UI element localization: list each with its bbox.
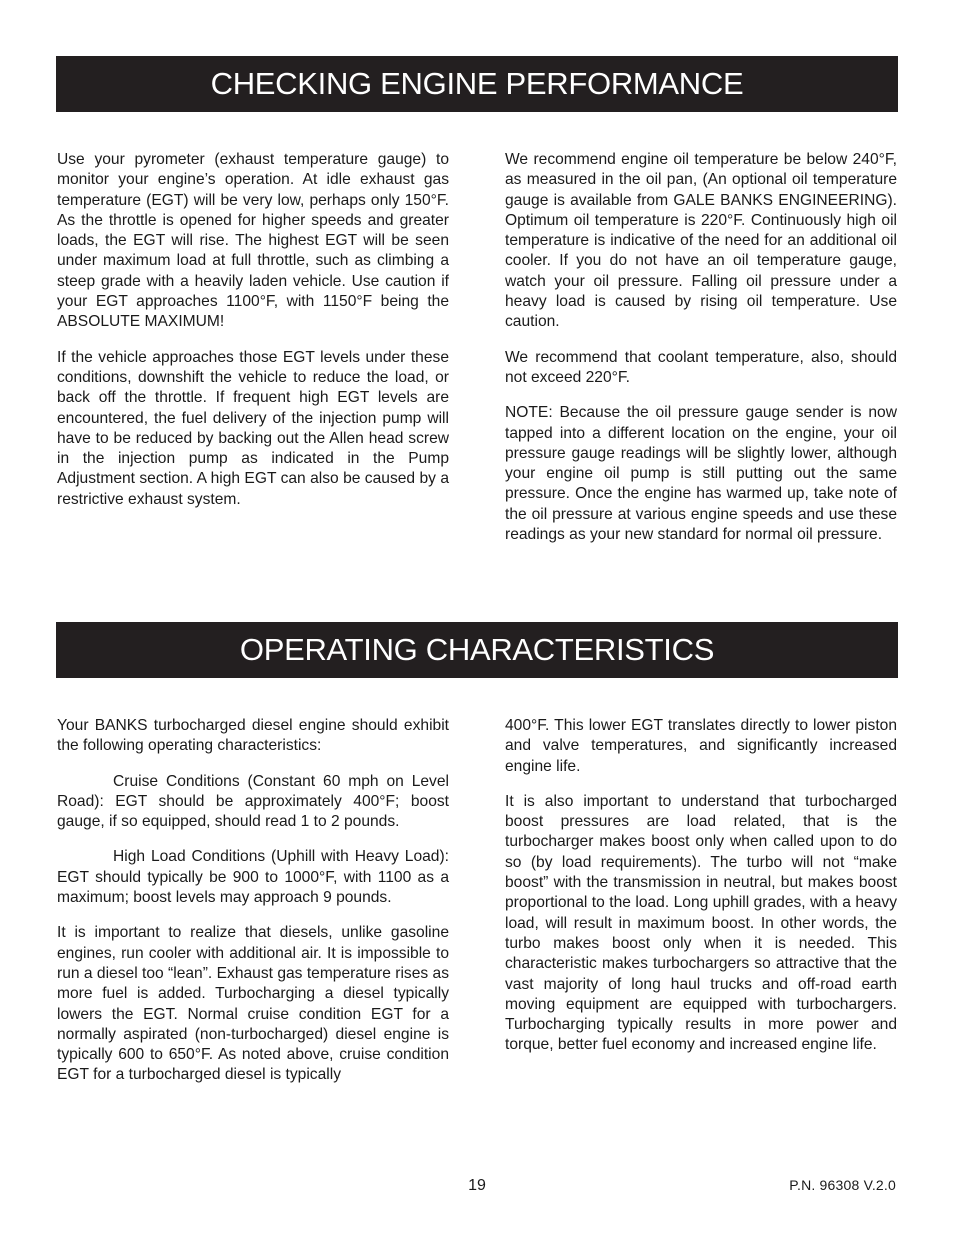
section-heading-engine-performance	[56, 56, 898, 112]
operating-characteristics-right-column	[505, 716, 897, 1071]
paragraph-cruise-conditions: Cruise Conditions (Constant 60 mph on Level Road): EGT should be approximately 400°F; boost gauge, if so equipped, should read 1 to 2 pounds.	[57, 772, 449, 831]
section-title: OPERATING CHARACTERISTICS	[239, 632, 715, 667]
paragraph: Use your pyrometer (exhaust temperature gauge) to monitor your engine’s operation. At idle exhaust gas temperature (EGT) will be very low, perhaps only 150°F. As the throttle is opened for higher speeds and greater loads, the EGT will rise. The highest EGT will be seen under maximum load at full throttle, such as climbing a steep grade with a heavily laden vehicle. Use caution if your EGT approaches 1100°F, with 1150°F being the ABSOLUTE MAXIMUM!	[57, 151, 449, 331]
paragraph: It is important to realize that diesels, unlike gasoline engines, run cooler with additional air. It is impossible to run a diesel too “lean”. Exhaust gas temperature rises as more fuel is added. Turbocharging a diesel typically lowers the EGT. Normal cruise condition EGT for a normally aspirated (non-turbocharged) diesel engine is typically 600 to 650°F. As noted above, cruise condition EGT for a turbocharged diesel is typically	[57, 924, 449, 1084]
paragraph: We recommend that coolant temperature, also, should not exceed 220°F.	[505, 348, 897, 386]
paragraph-high-load-conditions: High Load Conditions (Uphill with Heavy Load): EGT should typically be 900 to 1000°F, with 1100 as a maximum; boost levels may approach 9 pounds.	[57, 848, 449, 907]
part-number: P.N. 96308 V.2.0	[789, 1177, 896, 1193]
paragraph: If the vehicle approaches those EGT levels under these conditions, downshift the vehicle to reduce the load, or back off the throttle. If frequent high EGT levels are encountered, the fuel delivery of the injection pump will have to be reduced by backing out the Allen head screw in the injection pump as indicated in the Pump Adjustment section. A high EGT can also be caused by a restrictive exhaust system.	[57, 348, 449, 508]
operating-characteristics-left-column	[57, 716, 449, 1101]
paragraph: 400°F. This lower EGT translates directly to lower piston and valve temperatures, and significantly increased engine life.	[505, 717, 897, 775]
section-heading-operating-characteristics	[56, 622, 898, 678]
paragraph: Your BANKS turbocharged diesel engine should exhibit the following operating characteristics:	[57, 717, 449, 755]
paragraph: NOTE: Because the oil pressure gauge sender is now tapped into a different location on the engine, your oil pressure gauge readings will be slightly lower, although your engine oil pump is still putting out the same pressure. Once the engine has warmed up, take note of the oil pressure at various engine speeds and use these readings as your new standard for normal oil pressure.	[505, 404, 897, 544]
paragraph: We recommend engine oil temperature be below 240°F, as measured in the oil pan, (An optional oil temperature gauge is available from GALE BANKS ENGINEERING). Optimum oil temperature is 220°F. Continuously high oil temperature is indicative of the need for an additional oil cooler. If you do not have an oil temperature gauge, watch your oil pressure. Falling oil pressure under a heavy load is caused by rising oil temperature. Use caution.	[505, 151, 897, 331]
section-title: CHECKING ENGINE PERFORMANCE	[210, 66, 744, 101]
engine-performance-right-column	[505, 150, 897, 560]
paragraph: It is also important to understand that turbocharged boost pressures are load related, that is the turbocharger makes boost only when called upon to do so (by load requirements). The turbo will not “make boost” with the transmission in neutral, but makes boost proportional to the load. Long uphill grades, with a heavy load, will result in maximum boost. In other words, the turbo makes boost only when it is needed. This characteristic makes turbochargers so attractive that the vast majority of long haul trucks and off-road earth moving equipment are equipped with turbochargers. Turbocharging typically results in more power and torque, better fuel economy and increased engine life.	[505, 792, 897, 1054]
engine-performance-left-column	[57, 150, 449, 525]
page-number: 19	[468, 1177, 486, 1194]
